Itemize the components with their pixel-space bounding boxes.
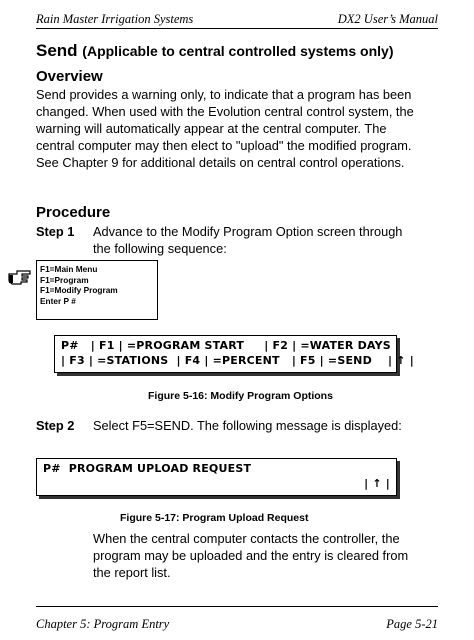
sequence-item: F1=Program xyxy=(40,274,89,285)
overview-body: Send provides a warning only, to indicate that a program has been changed. When used with the Evolution central control system, the warning will automatically appear at the central computer. The central computer may then elect to "upload" the modified program. See Chapter 9 for additional details on central control operations. xyxy=(36,87,414,170)
menu-sequence-box xyxy=(36,260,158,320)
section-title xyxy=(36,41,393,61)
lcd-line-1: P# | F1 | =PROGRAM START | F2 | =WATER DAYS xyxy=(61,339,391,352)
pointing-hand-icon xyxy=(8,268,32,286)
header-right: DX2 User’s Manual xyxy=(337,12,438,26)
lcd-line-1: P# PROGRAM UPLOAD REQUEST xyxy=(43,462,252,475)
lcd-screen-modify-program xyxy=(54,335,414,373)
lcd-line-2: | ↑ | xyxy=(364,477,390,490)
sequence-item: F1=Main Menu xyxy=(40,264,98,274)
overview-heading: Overview xyxy=(36,68,103,85)
sequence-item: Enter P # xyxy=(40,295,76,306)
step2-text: Select F5=SEND. The following message is displayed: xyxy=(93,418,402,433)
closing-text: When the central computer contacts the controller, the program may be uploaded and the entry is cleared from the report list. xyxy=(93,531,409,580)
sequence-item: F1=Modify Program xyxy=(40,285,118,295)
section-title-sub: (Applicable to central controlled systems only) xyxy=(82,43,394,59)
lcd-screen-upload-request xyxy=(36,458,397,496)
procedure-heading: Procedure xyxy=(36,204,111,221)
step1-text: Advance to the Modify Program Option screen through the following sequence: xyxy=(93,224,403,256)
lcd-line-2: | F3 | =STATIONS | F4 | =PERCENT | F5 | =SEND | ↑ | xyxy=(61,354,414,367)
step2-label: Step 2 xyxy=(36,418,75,433)
figure-caption: Figure 5-16: Modify Program Options xyxy=(148,390,333,402)
section-title-main: Send xyxy=(36,41,78,60)
step1-label: Step 1 xyxy=(36,224,75,239)
page-footer xyxy=(36,606,438,633)
footer-left: Chapter 5: Program Entry xyxy=(36,617,170,631)
page-header xyxy=(36,10,438,29)
figure-caption: Figure 5-17: Program Upload Request xyxy=(120,512,309,524)
footer-right: Page 5-21 xyxy=(386,617,438,631)
header-left: Rain Master Irrigation Systems xyxy=(36,12,194,26)
